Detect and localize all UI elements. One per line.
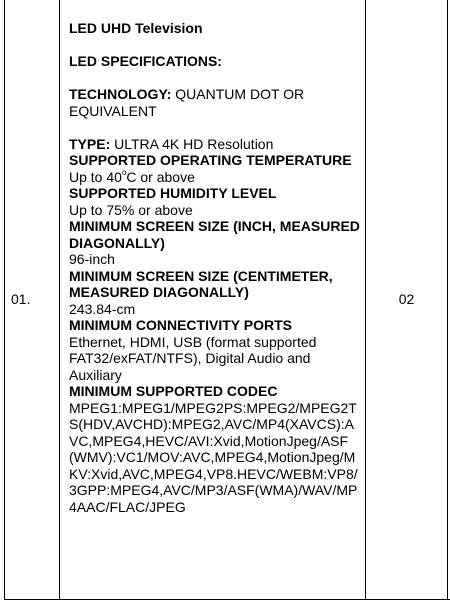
section-heading: LED SPECIFICATIONS: [69,53,361,70]
type-spec [69,136,361,153]
screen-size-cm-label: MINIMUM SCREEN SIZE (CENTIMETER, MEASURED DIAGONALLY) [69,268,361,301]
product-title: LED UHD Television [69,20,361,37]
type-value: ULTRA 4K HD Resolution [110,136,273,152]
quantity-cell [366,0,448,600]
quantity: 02 [399,291,415,307]
temperature-value-suffix: C or above [126,169,194,185]
temperature-value-prefix: Up to 40 [69,169,122,185]
operating-temperature-value [69,169,361,186]
technology-label: TECHNOLOGY: [69,86,171,102]
screen-size-inch-value: 96-inch [69,251,361,268]
screen-size-inch-label: MINIMUM SCREEN SIZE (INCH, MEASURED DIAGONALLY) [69,218,361,251]
type-label: TYPE: [69,136,110,152]
operating-temperature-label: SUPPORTED OPERATING TEMPERATURE [69,152,361,169]
serial-number-cell [5,0,60,600]
serial-number: 01. [11,291,30,307]
connectivity-value: Ethernet, HDMI, USB (format supported FAT32/exFAT/NTFS), Digital Audio and Auxiliary [69,334,361,384]
spec-table [4,0,450,600]
screen-size-cm-value: 243.84-cm [69,301,361,318]
codec-label: MINIMUM SUPPORTED CODEC [69,383,361,400]
humidity-value: Up to 75% or above [69,202,361,219]
specification-cell [60,0,366,600]
connectivity-label: MINIMUM CONNECTIVITY PORTS [69,317,361,334]
codec-value: MPEG1:MPEG1/MPEG2PS:MPEG2/MPEG2TS(HDV,AVCHD):MPEG2,AVC/MP4(XAVCS):AVC,MPEG4,HEVC/AVI:Xvid,MotionJpeg/ASF(WMV):VC1/MOV:AVC,MPEG4,MotionJpeg/MKV:Xvid,AVC,MPEG4,VP8.HEVC/WEBM:VP8/3GPP:MPEG4,AVC/MP3/ASF(WMA)/WAV/MP4AAC/FLAC/JPEG [69,400,361,516]
humidity-label: SUPPORTED HUMIDITY LEVEL [69,185,361,202]
technology-spec [69,86,361,119]
table-row [5,0,450,600]
technology-value: QUANTUM DOT OR EQUIVALENT [69,86,304,119]
degree-sup: o [122,168,126,177]
